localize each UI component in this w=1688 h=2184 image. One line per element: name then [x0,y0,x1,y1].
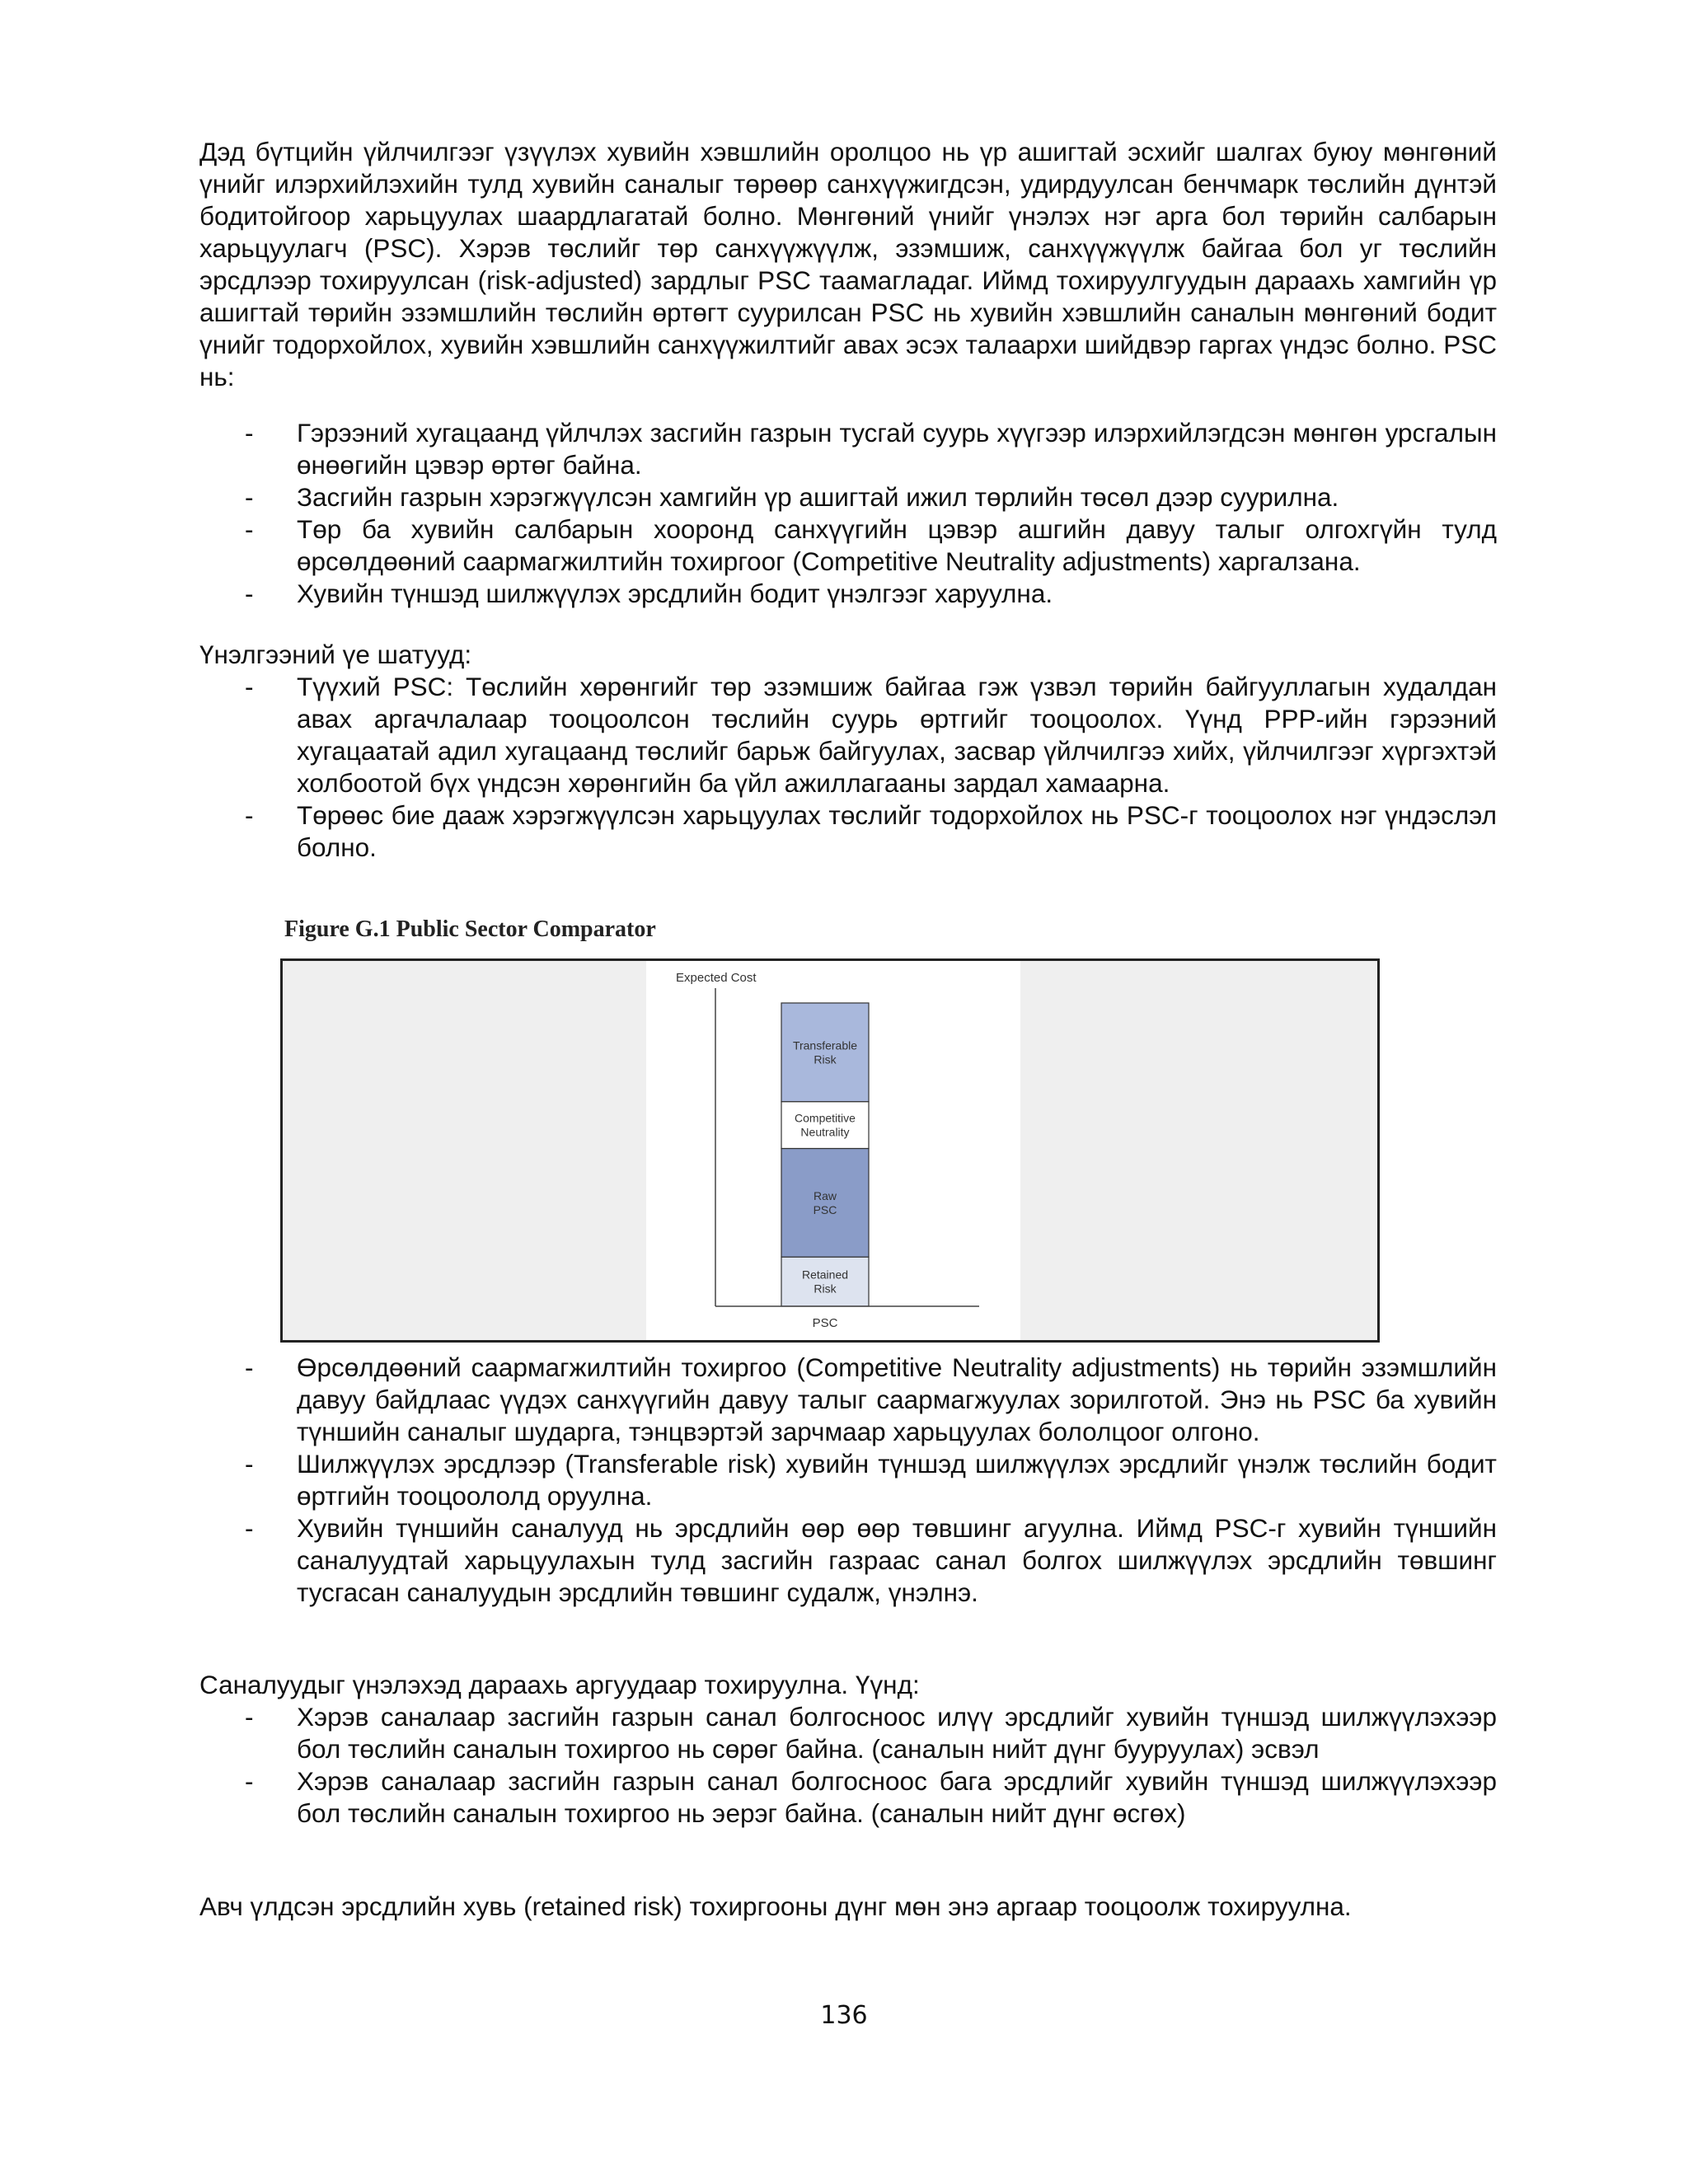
bullet-dash: - [245,579,254,608]
stages-list [199,671,1497,864]
bullet-dash: - [245,1449,254,1479]
list-item [199,799,1497,864]
bullet-dash: - [245,482,254,512]
list-item [199,1448,1497,1512]
segment-label: Retained [801,1268,849,1282]
intro-paragraph [199,136,1497,393]
list-item [199,1765,1497,1830]
list-item-text: Түүхий PSC: Төслийн хөрөнгийг төр эзэмшиж байгаа гэж үзвэл төрийн байгууллагын худалдан авах аргачлалаар тооцоолсон төслийн суурь өртгийг тооцоолох. Үүнд PPP-ийн гэрээний хугацаатай адил хугацаанд төслийг барьж байгуулах, засвар үйлчилгээ хийх, үйлчилгээг хүргэхтэй холбоотой бүх үндсэн хөрөнгийн ба үйл ажиллагааны зардал хамаарна. [297,672,1497,798]
bullet-dash: - [245,800,254,830]
segment-label: Competitive [795,1111,856,1125]
list-item-text: Шилжүүлэх эрсдлээр (Transferable risk) хувийн түншэд шилжүүлэх эрсдлийг үнэлж төслийн бодит өртгийн тооцоололд оруулна. [297,1449,1497,1511]
adjustments-list [199,1352,1497,1609]
list-item-text: Засгийн газрын хэрэгжүүлсэн хамгийн үр ашигтай ижил төрлийн төсөл дээр суурилна. [297,482,1339,512]
bullet-dash: - [245,514,254,544]
list-item [199,417,1497,481]
list-item [199,578,1497,610]
segment-label: Risk [814,1052,837,1066]
page-number: 136 [820,2001,868,2030]
list-item [199,513,1497,578]
bullet-dash: - [245,418,254,448]
figure-canvas [646,961,1020,1340]
figure-title: Figure G.1 Public Sector Comparator [284,916,656,942]
list-item [199,671,1497,799]
segment-label: Raw [813,1188,837,1202]
list-item [199,1352,1497,1448]
list-item-text: Төрөөс бие дааж хэрэгжүүлсэн харьцуулах төслийг тодорхойлох нь PSC-г тооцоолох нэг үндэслэл болно. [297,800,1497,862]
y-axis-label: Expected Cost [676,971,757,985]
list-item [199,1512,1497,1609]
segment-label: Risk [814,1282,837,1296]
stages-heading: Үнэлгээний үе шатууд: [199,640,472,669]
bullet-dash: - [245,1352,254,1382]
list-item-text: Хэрэв саналаар засгийн газрын санал болгосноос илүү эрсдлийг хувийн түншэд шилжүүлэхээр бол төслийн саналын тохиргоо нь сөрөг байна. (саналын нийт дүнг бууруулах) эсвэл [297,1702,1497,1764]
list-item-text: Өрсөлдөөний саармагжилтийн тохиргоо (Competitive Neutrality adjustments) нь төрийн эзэмшлийн давуу байдлаас үүдэх санхүүгийн давуу талыг саармагжуулах зорилготой. Энэ нь PSC ба хувийн түншийн саналыг шударга, тэнцвэртэй зарчмаар харьцуулах бололцоог олгоно. [297,1352,1497,1446]
proposal-adjust-list [199,1701,1497,1830]
segment-label: PSC [813,1202,837,1216]
bullet-dash: - [245,1766,254,1796]
list-item-text: Хэрэв саналаар засгийн газрын санал болгосноос бага эрсдлийг хувийн түншэд шилжүүлэхээр бол төслийн саналын тохиргоо нь эерэг байна. (саналын нийт дүнг өсгөх) [297,1766,1497,1828]
figure-frame [280,958,1380,1343]
list-item-text: Хувийн түншийн саналууд нь эрсдлийн өөр өөр төвшинг агуулна. Иймд PSC-г хувийн түншийн саналуудтай харьцуулахын тулд засгийн газраас санал болгох шилжүүлэх эрсдлийн төвшинг тусгасан саналуудын эрсдлийн төвшинг судалж, үнэлнэ. [297,1513,1497,1607]
bullet-dash: - [245,1513,254,1543]
list-item [199,1701,1497,1765]
final-line: Авч үлдсэн эрсдлийн хувь (retained risk) тохиргооны дүнг мөн энэ аргаар тооцоолж тохируулна. [199,1891,1352,1921]
intro-paragraph-text: Дэд бүтцийн үйлчилгээг үзүүлэх хувийн хэвшлийн оролцоо нь үр ашигтай эсхийг шалгах буюу мөнгөний үнийг илэрхийлэхийн тулд хувийн саналыг төрөөр санхүүжигдсэн, удирдуулсан бенчмарк төслийн дүнтэй бодитойгоор харьцуулах шаардлагатай болно. Мөнгөний үнийг үнэлэх нэг арга бол төрийн салбарын харьцуулагч (PSC). Хэрэв төслийг төр санхүүжүүлж, эзэмшиж, санхүүжүүлж байгаа бол уг төслийн эрсдлээр тохируулсан (risk-adjusted) зардлыг PSC таамагладаг. Иймд тохируулгуудын дараахь хамгийн үр ашигтай төрийн эзэмшлийн төслийн өртөгт суурилсан PSC нь хувийн хэвшлийн саналын мөнгөний бодит үнийг тодорхойлох, хувийн хэвшлийн санхүүжилтийг авах эсэх талаархи шийдвэр гаргах үндэс болно. PSC нь: [199,137,1497,391]
segment-label: Neutrality [800,1125,850,1139]
psc-stacked-chart [646,961,1020,1340]
list-item-text: Хувийн түншэд шилжүүлэх эрсдлийн бодит үнэлгээг харуулна. [297,579,1053,608]
segment-label: Transferable [792,1038,858,1052]
list-item [199,481,1497,513]
x-tick-label: PSC [812,1316,838,1330]
adjust-heading: Саналуудыг үнэлэхэд дараахь аргуудаар тохируулна. Үүнд: [199,1670,920,1699]
list-item-text: Гэрээний хугацаанд үйлчлэх засгийн газрын тусгай суурь хүүгээр илэрхийлэгдсэн мөнгөн урсгалын өнөөгийн цэвэр өртөг байна. [297,418,1497,480]
psc-definition-list [199,417,1497,610]
bullet-dash: - [245,672,254,701]
list-item-text: Төр ба хувийн салбарын хооронд санхүүгийн цэвэр ашгийн давуу талыг олгохгүйн тулд өрсөлдөөний саармагжилтийн тохиргоог (Competitive Neutrality adjustments) харгалзана. [297,514,1497,576]
bullet-dash: - [245,1702,254,1732]
